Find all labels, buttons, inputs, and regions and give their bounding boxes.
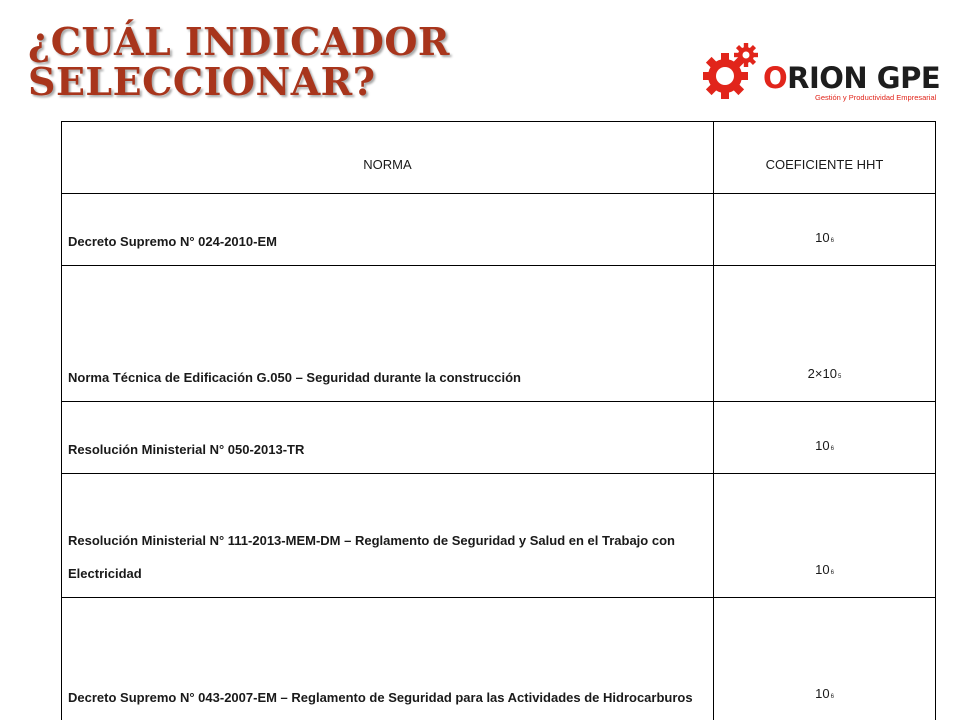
coef-base: 10 [815,686,830,701]
coef-base: 10 [815,562,830,577]
logo-tagline: Gestión y Productividad Empresarial [815,93,937,102]
coef-exponent: 6 [830,446,834,452]
table-row [62,474,936,598]
coef-exponent: 6 [830,694,834,700]
page-title-line-2: SELECCIONAR? [28,59,376,104]
logo-wordmark [763,62,940,94]
norma-cell: Resolución Ministerial N° 050-2013-TR [62,402,714,474]
orion-gpe-logo [703,40,948,110]
coef-base: 2×10 [807,366,837,381]
header-coeficiente-hht: COEFICIENTE HHT [714,122,936,194]
logo-wordmark-o: O [763,61,788,95]
norma-cell: Resolución Ministerial N° 111-2013-MEM-DM – Reglamento de Seguridad y Salud en el Trabajo con Electricidad [62,474,714,598]
table-row [62,266,936,402]
page-title-line-1: ¿CUÁL INDICADOR [28,19,451,64]
coef-exponent: 5 [837,374,842,380]
page-title [28,19,451,104]
norms-table [61,121,936,720]
coeficiente-cell [714,402,936,474]
coeficiente-cell [714,194,936,266]
coeficiente-cell [714,266,936,402]
coef-exponent: 6 [830,570,834,576]
table-header-row [62,122,936,194]
coeficiente-cell [714,474,936,598]
norma-cell: Norma Técnica de Edificación G.050 – Seguridad durante la construcción [62,266,714,402]
norma-cell: Decreto Supremo N° 024-2010-EM [62,194,714,266]
table-row [62,402,936,474]
coef-base: 10 [815,438,830,453]
table-row [62,194,936,266]
table-row [62,598,936,720]
coeficiente-cell [714,598,936,720]
gear-logo-icon [703,40,769,106]
coef-base: 10 [815,230,830,245]
coef-exponent: 6 [830,238,834,244]
header-norma: NORMA [62,122,714,194]
norma-cell: Decreto Supremo N° 043-2007-EM – Reglamento de Seguridad para las Actividades de Hidrocarburos [62,598,714,720]
logo-wordmark-rest: RION GPE [787,61,941,95]
